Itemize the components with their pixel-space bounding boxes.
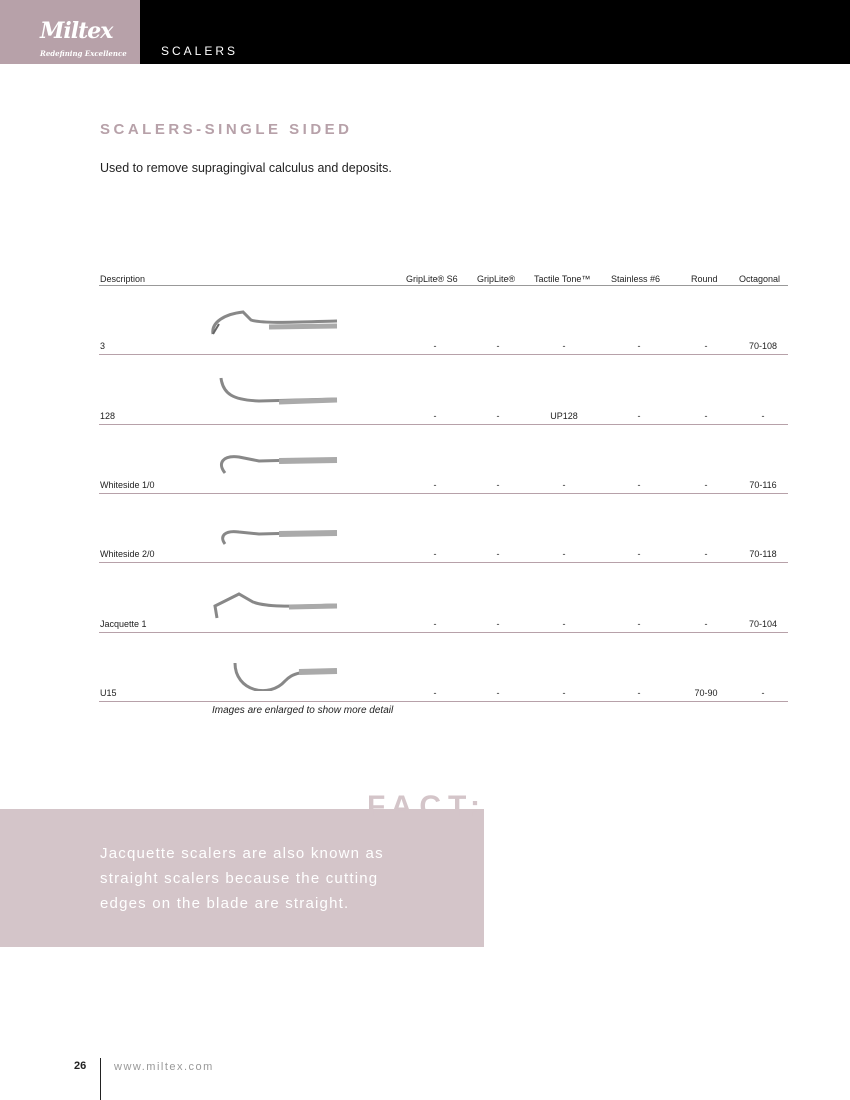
cell-tactile-tone: - xyxy=(562,341,566,351)
table-row xyxy=(99,564,788,633)
column-header-description: Description xyxy=(100,274,146,284)
cell-stainless: - xyxy=(637,688,641,698)
row-description: Whiteside 1/0 xyxy=(100,480,155,490)
cell-griplite: - xyxy=(496,341,500,351)
cell-round: - xyxy=(704,341,708,351)
cell-griplite-s6: - xyxy=(433,619,437,629)
cell-octagonal: 70-118 xyxy=(749,549,777,559)
column-header-round: Round xyxy=(691,274,718,284)
table-row xyxy=(99,633,788,702)
table-row xyxy=(99,286,788,355)
page-subtitle: Used to remove supragingival calculus and deposits. xyxy=(100,161,392,175)
row-divider xyxy=(99,701,788,702)
cell-tactile-tone: - xyxy=(562,619,566,629)
column-header-stainless: Stainless #6 xyxy=(611,274,661,284)
scaler-u15-image xyxy=(199,641,339,691)
row-description: 3 xyxy=(100,341,106,351)
footer-divider xyxy=(100,1058,101,1100)
cell-octagonal: 70-104 xyxy=(748,619,778,629)
page-header xyxy=(0,0,850,64)
row-divider xyxy=(99,562,788,563)
scaler-whiteside-2-0-image xyxy=(199,502,339,552)
cell-griplite: - xyxy=(496,619,500,629)
fact-title: FACT: xyxy=(367,790,487,823)
cell-stainless: - xyxy=(637,549,641,559)
cell-stainless: - xyxy=(637,411,641,421)
cell-griplite: - xyxy=(496,411,500,421)
cell-tactile-tone: - xyxy=(562,549,566,559)
miltex-logo xyxy=(0,0,140,64)
table-row xyxy=(99,356,788,425)
cell-octagonal: 70-108 xyxy=(748,341,778,351)
cell-griplite-s6: - xyxy=(433,480,437,490)
image-caption: Images are enlarged to show more detail xyxy=(212,705,394,716)
cell-griplite-s6: - xyxy=(433,411,437,421)
logo-tagline: Redefining Excellence xyxy=(40,49,127,58)
footer-url: www.miltex.com xyxy=(114,1061,214,1073)
cell-round: - xyxy=(704,549,708,559)
cell-octagonal: 70-116 xyxy=(749,480,777,490)
column-header-griplite-s6: GripLite® S6 xyxy=(406,274,458,284)
row-description: Whiteside 2/0 xyxy=(100,549,155,559)
column-header-griplite: GripLite® xyxy=(477,274,516,284)
cell-stainless: - xyxy=(637,341,641,351)
row-divider xyxy=(99,354,788,355)
cell-griplite: - xyxy=(496,480,500,490)
page-number: 26 xyxy=(74,1060,87,1072)
fact-text: Jacquette scalers are also known as straight scalers because the cutting edges on the blade are straight. xyxy=(100,845,384,912)
scaler-whiteside-1-0-image xyxy=(199,433,339,483)
cell-griplite-s6: - xyxy=(433,688,437,698)
page-title: SCALERS-SINGLE SIDED xyxy=(100,121,353,138)
cell-octagonal: - xyxy=(761,411,765,421)
cell-griplite-s6: - xyxy=(433,341,437,351)
cell-griplite: - xyxy=(496,549,500,559)
cell-octagonal: - xyxy=(761,688,765,698)
column-header-octagonal: Octagonal xyxy=(739,274,781,284)
cell-stainless: - xyxy=(637,480,641,490)
cell-tactile-tone: - xyxy=(562,688,566,698)
row-description: 128 xyxy=(100,411,116,421)
cell-tactile-tone: UP128 xyxy=(550,411,578,421)
table-row xyxy=(99,425,788,494)
scaler-3-image xyxy=(199,294,339,344)
cell-round: 70-90 xyxy=(694,688,718,698)
scaler-jacquette-1-image xyxy=(199,572,339,622)
row-description: Jacquette 1 xyxy=(100,619,147,629)
cell-griplite-s6: - xyxy=(433,549,437,559)
cell-round: - xyxy=(704,411,708,421)
table-row xyxy=(99,494,788,563)
cell-griplite: - xyxy=(496,688,500,698)
cell-round: - xyxy=(704,619,708,629)
row-description: U15 xyxy=(100,688,117,698)
cell-round: - xyxy=(704,480,708,490)
cell-tactile-tone: - xyxy=(562,480,566,490)
cell-stainless: - xyxy=(637,619,641,629)
logo-wordmark: Miltex xyxy=(40,18,113,44)
section-label: SCALERS xyxy=(161,44,239,58)
scaler-128-image xyxy=(199,364,339,414)
column-header-tactile-tone: Tactile Tone™ xyxy=(534,274,591,284)
